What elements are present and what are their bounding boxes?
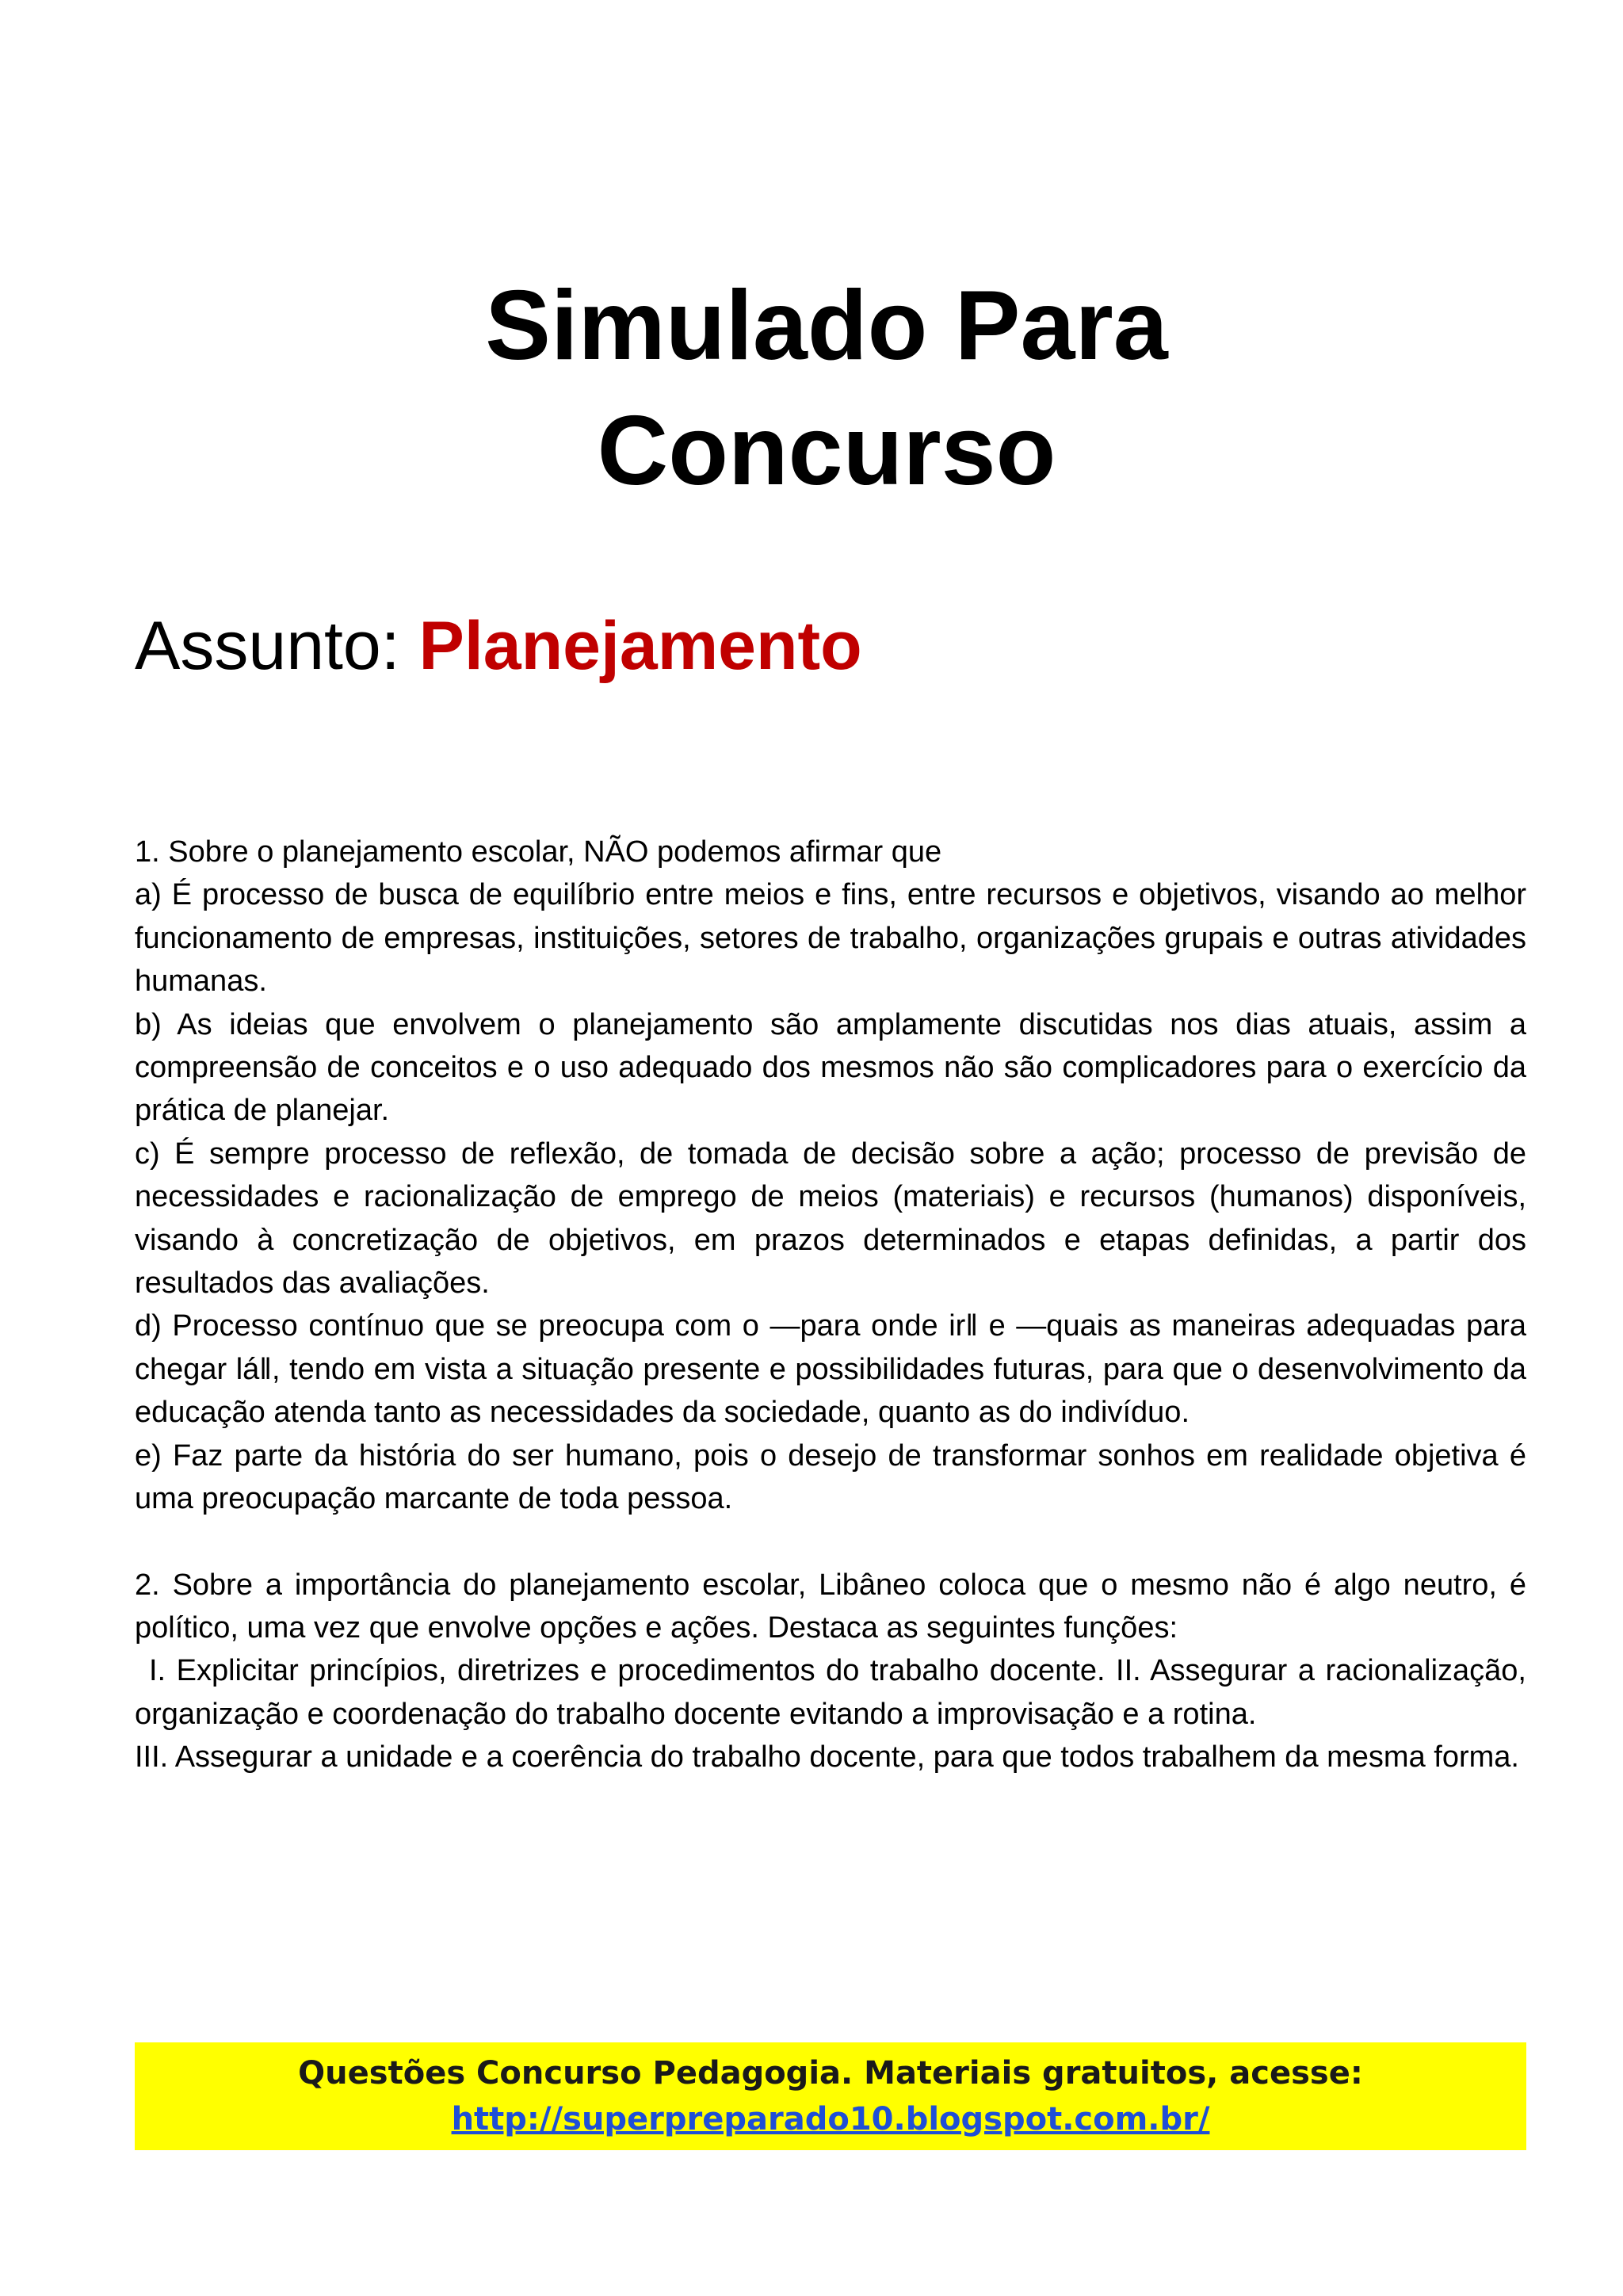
question-1: [135, 831, 1526, 1521]
footer-banner: [135, 2042, 1526, 2150]
question-2-stem: 2. Sobre a importância do planejamento escolar, Libâneo coloca que o mesmo não é algo neutro, é político, uma vez que envolve opções e ações. Destaca as seguintes funções:: [135, 1568, 1526, 1645]
footer-link[interactable]: http://superpreparado10.blogspot.com.br/: [451, 2101, 1210, 2137]
question-spacer: [135, 1521, 1526, 1564]
document-title: [0, 263, 1623, 514]
question-1-option-b: b) As ideias que envolvem o planejamento são amplamente discutidas nos dias atuais, assim a compreensão de conceitos e o uso adequado dos mesmos não são complicadores para o exercício da prática de planejar.: [135, 1007, 1526, 1128]
question-1-stem: 1. Sobre o planejamento escolar, NÃO podemos afirmar que: [135, 835, 942, 869]
subject-heading: [135, 602, 862, 690]
question-2-item-iii: III. Assegurar a unidade e a coerência do trabalho docente, para que todos trabalhem da mesma forma.: [135, 1740, 1519, 1775]
question-1-option-e: e) Faz parte da história do ser humano, pois o desejo de transformar sonhos em realidade objetiva é uma preocupação marcante de toda pessoa.: [135, 1438, 1526, 1516]
title-line-2: Concurso: [597, 396, 1056, 506]
question-1-option-a: a) É processo de busca de equilíbrio entre meios e fins, entre recursos e objetivos, visando ao melhor funcionamento de empresas, instituições, setores de trabalho, organizações grupais e outras atividades humanas.: [135, 878, 1526, 999]
footer-text: Questões Concurso Pedagogia. Materiais gratuitos, acesse:: [298, 2055, 1363, 2092]
question-2: [135, 1564, 1526, 1779]
questions-body: [135, 831, 1526, 1779]
subject-label: Assunto:: [135, 608, 419, 684]
title-line-1: Simulado Para: [485, 271, 1168, 380]
question-1-option-d: d) Processo contínuo que se preocupa com o ―para onde ir‖ e ―quais as maneiras adequadas para chegar lá‖, tendo em vista a situação presente e possibilidades futuras, para que o desenvolvimento da educação atenda tanto as necessidades da sociedade, quanto as do indivíduo.: [135, 1309, 1526, 1430]
question-1-option-c: c) É sempre processo de reflexão, de tomada de decisão sobre a ação; processo de previsão de necessidades e racionalização de emprego de meios (materiais) e recursos (humanos) disponíveis, visando à concretização de objetivos, em prazos determinados e etapas definidas, a partir dos resultados das avaliações.: [135, 1137, 1526, 1301]
subject-topic: Planejamento: [418, 608, 862, 684]
question-2-items-i-ii: I. Explicitar princípios, diretrizes e procedimentos do trabalho docente. II. Assegurar a racionalização, organização e coordenação do trabalho docente evitando a improvisação e a rotina.: [135, 1654, 1526, 1731]
